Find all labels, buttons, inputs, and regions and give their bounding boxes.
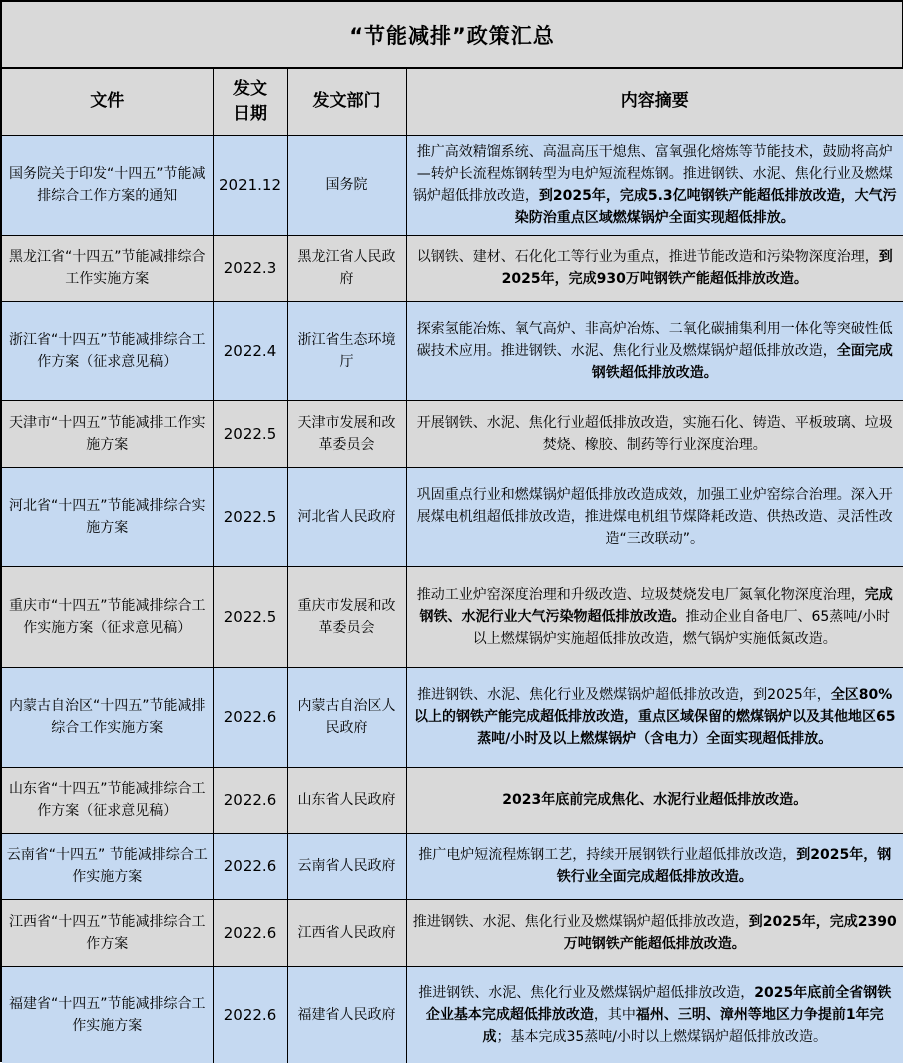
table-row — [2, 767, 903, 833]
dept-cell: 国务院 — [287, 135, 406, 235]
summary-text: 探索氢能冶炼、氧气高炉、非高炉冶炼、二氧化碳捕集利用一体化等突破性低碳技术应用。推进钢铁、水泥、焦化行业及燃煤锅炉超低排放改造， — [416, 320, 893, 359]
table-row — [2, 301, 903, 400]
file-cell: 河北省“十四五”节能减排综合实施方案 — [2, 467, 213, 566]
summary-cell — [406, 467, 903, 566]
table-row — [2, 135, 903, 235]
file-cell: 黑龙江省“十四五”节能减排综合工作实施方案 — [2, 235, 213, 301]
summary-cell — [406, 301, 903, 400]
date-cell: 2022.6 — [213, 966, 287, 1063]
column-header-file: 文件 — [2, 69, 213, 135]
dept-cell: 云南省人民政府 — [287, 833, 406, 899]
summary-text: 推动企业自备电厂、65蒸吨/小时以上燃煤锅炉实施超低排放改造，燃气锅炉实施低氮改造。 — [472, 608, 891, 647]
date-cell: 2022.5 — [213, 400, 287, 467]
column-header-dept: 发文部门 — [287, 69, 406, 135]
table-row — [2, 467, 903, 566]
file-cell: 云南省“十四五” 节能减排综合工作实施方案 — [2, 833, 213, 899]
summary-text: 巩固重点行业和燃煤锅炉超低排放改造成效，加强工业炉窑综合治理。深入开展煤电机组超低排放改造，推进煤电机组节煤降耗改造、供热改造、灵活性改造“三改联动”。 — [416, 486, 893, 547]
dept-cell: 福建省人民政府 — [287, 966, 406, 1063]
summary-text: 开展钢铁、水泥、焦化行业超低排放改造，实施石化、铸造、平板玻璃、垃圾焚烧、橡胶、制药等行业深度治理。 — [416, 414, 893, 453]
file-cell: 内蒙古自治区“十四五”节能减排综合工作实施方案 — [2, 667, 213, 767]
table-row — [2, 400, 903, 467]
dept-cell: 山东省人民政府 — [287, 767, 406, 833]
summary-cell — [406, 767, 903, 833]
summary-highlight: 到2025年，钢铁行业全面完成超低排放改造。 — [556, 847, 892, 885]
table-row — [2, 566, 903, 667]
dept-cell: 天津市发展和改革委员会 — [287, 400, 406, 467]
table-row — [2, 966, 903, 1063]
file-cell: 天津市“十四五”节能减排工作实施方案 — [2, 400, 213, 467]
table-row — [2, 667, 903, 767]
file-cell: 国务院关于印发“十四五”节能减排综合工作方案的通知 — [2, 135, 213, 235]
dept-cell: 黑龙江省人民政府 — [287, 235, 406, 301]
summary-cell — [406, 667, 903, 767]
dept-cell: 重庆市发展和改革委员会 — [287, 566, 406, 667]
summary-cell — [406, 235, 903, 301]
summary-text: ，其中 — [593, 1006, 636, 1023]
column-header-summary: 内容摘要 — [406, 69, 903, 135]
summary-cell — [406, 966, 903, 1063]
date-cell: 2022.5 — [213, 467, 287, 566]
summary-cell — [406, 135, 903, 235]
table-row — [2, 899, 903, 966]
summary-text: 推动工业炉窑深度治理和升级改造、垃圾焚烧发电厂氮氧化物深度治理， — [416, 586, 865, 603]
summary-highlight: 到2025年，完成2390万吨钢铁产能超低排放改造。 — [563, 913, 897, 952]
policy-table — [2, 69, 903, 1063]
summary-text: 以钢铁、建材、石化化工等行业为重点，推进节能改造和污染物深度治理， — [416, 249, 879, 265]
dept-cell: 江西省人民政府 — [287, 899, 406, 966]
file-cell: 重庆市“十四五”节能减排综合工作实施方案（征求意见稿） — [2, 566, 213, 667]
date-cell: 2022.6 — [213, 667, 287, 767]
date-cell: 2021.12 — [213, 135, 287, 235]
summary-cell — [406, 566, 903, 667]
date-cell: 2022.6 — [213, 767, 287, 833]
summary-cell — [406, 400, 903, 467]
dept-cell: 河北省人民政府 — [287, 467, 406, 566]
summary-text: 推进钢铁、水泥、焦化行业及燃煤锅炉超低排放改造，到2025年， — [417, 687, 831, 703]
summary-highlight: 全面完成钢铁超低排放改造。 — [591, 342, 893, 381]
summary-highlight: 全区80%以上的钢铁产能完成超低排放改造，重点区域保留的燃煤锅炉以及其他地区65蒸吨/小时及以上燃煤锅炉（含电力）全面实现超低排放。 — [414, 687, 896, 747]
summary-highlight: 2023年底前完成焦化、水泥行业超低排放改造。 — [502, 792, 808, 808]
summary-highlight: 福州、三明、漳州等地区力争提前1年完成 — [482, 1006, 884, 1045]
column-header-date — [213, 69, 287, 135]
table-row — [2, 235, 903, 301]
summary-text: 推进钢铁、水泥、焦化行业及燃煤锅炉超低排放改造， — [412, 913, 749, 930]
table-row — [2, 833, 903, 899]
dept-cell: 内蒙古自治区人民政府 — [287, 667, 406, 767]
summary-text: 推广高效精馏系统、高温高压干熄焦、富氧强化熔炼等节能技术，鼓励将高炉—转炉长流程炼钢转型为电炉短流程炼钢。推进钢铁、水泥、焦化行业及燃煤锅炉超低排放改造， — [412, 144, 893, 204]
date-cell: 2022.4 — [213, 301, 287, 400]
date-cell: 2022.6 — [213, 899, 287, 966]
summary-highlight: 到2025年，完成930万吨钢铁产能超低排放改造。 — [501, 249, 893, 287]
summary-highlight: 到2025年，完成5.3亿吨钢铁产能超低排放改造，大气污染防治重点区域燃煤锅炉全面实现超低排放。 — [514, 188, 897, 226]
column-header-date-label: 发文日期 — [233, 78, 267, 124]
file-cell: 福建省“十四五”节能减排综合工作实施方案 — [2, 966, 213, 1063]
summary-text: ；基本完成35蒸吨/小时以上燃煤锅炉超低排放改造。 — [496, 1028, 828, 1045]
page-title: “节能减排”政策汇总 — [2, 2, 902, 69]
date-cell: 2022.3 — [213, 235, 287, 301]
file-cell: 山东省“十四五”节能减排综合工作方案（征求意见稿） — [2, 767, 213, 833]
file-cell: 江西省“十四五”节能减排综合工作方案 — [2, 899, 213, 966]
dept-cell: 浙江省生态环境厅 — [287, 301, 406, 400]
date-cell: 2022.5 — [213, 566, 287, 667]
file-cell: 浙江省“十四五”节能减排综合工作方案（征求意见稿） — [2, 301, 213, 400]
summary-cell — [406, 833, 903, 899]
date-cell: 2022.6 — [213, 833, 287, 899]
summary-highlight: 2025年底前全省钢铁企业基本完成超低排放改造 — [425, 984, 892, 1023]
summary-cell — [406, 899, 903, 966]
summary-highlight: 完成钢铁、水泥行业大气污染物超低排放改造。 — [419, 586, 893, 625]
summary-text: 推进钢铁、水泥、焦化行业及燃煤锅炉超低排放改造， — [418, 984, 755, 1001]
summary-text: 推广电炉短流程炼钢工艺，持续开展钢铁行业超低排放改造， — [418, 847, 797, 863]
